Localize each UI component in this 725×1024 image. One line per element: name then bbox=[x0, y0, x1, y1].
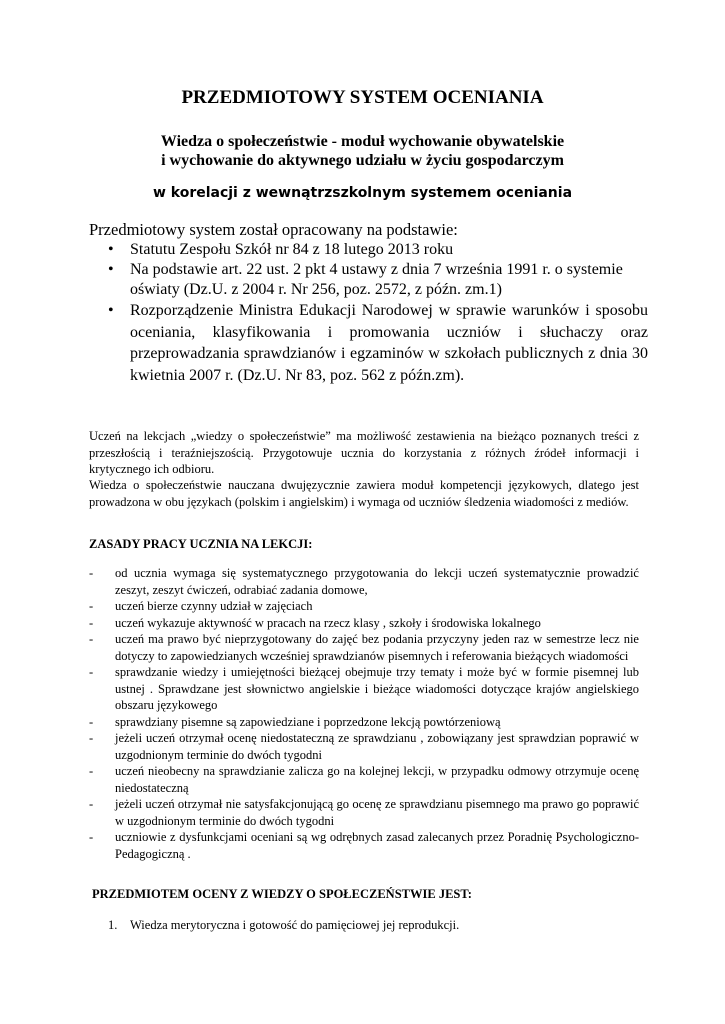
subtitle-line-2: i wychowanie do aktywnego udziału w życiu gospodarczym bbox=[161, 152, 564, 169]
assessment-heading: PRZEDMIOTEM OCENY Z WIEDZY O SPOŁECZEŃSTWIE JEST: bbox=[92, 887, 472, 901]
subtitle-line-1: Wiedza o społeczeństwie - moduł wychowanie obywatelskie bbox=[160, 133, 565, 150]
rule-item: - uczeń bierze czynny udział w zajęciach bbox=[89, 598, 639, 615]
rule-item: - uczeń nieobecny na sprawdzianie zalicza go na kolejnej lekcji, w przypadku odmowy otrzymuje ocenę niedostateczną bbox=[89, 763, 639, 796]
rule-item: - jeżeli uczeń otrzymał ocenę niedostateczną ze sprawdzianu , zobowiązany jest sprawdzian poprawić w uzgodnionym terminie do dwóch tygodni bbox=[89, 730, 639, 763]
rules-heading: ZASADY PRACY UCZNIA NA LEKCJI: bbox=[89, 537, 313, 551]
subtitle-line-3: w korelacji z wewnątrzszkolnym systemem oceniania bbox=[152, 185, 573, 201]
basis-item: • Statutu Zespołu Szkół nr 84 z 18 lutego 2013 roku bbox=[108, 240, 648, 260]
rule-item: - uczniowie z dysfunkcjami oceniani są wg odrębnych zasad zalecanych przez Poradnię Psychologiczno- Pedagogiczną . bbox=[89, 829, 639, 862]
rule-item: - od ucznia wymaga się systematycznego przygotowania do lekcji uczeń systematycznie prowadzić zeszyt, zeszyt ćwiczeń, odrabiać zadania domowe, bbox=[89, 565, 639, 598]
assessment-item-number: 1. bbox=[108, 918, 118, 932]
rule-item: - sprawdziany pisemne są zapowiedziane i poprzedzone lekcją powtórzeniową bbox=[89, 714, 639, 731]
rule-item: - sprawdzanie wiedzy i umiejętności bieżącej obejmuje trzy tematy i może być w formie pisemnej lub ustnej . Sprawdzane jest słownictwo angielskie i bieżące wiadomości dotyczące krajów angielskiego obszaru językowego bbox=[89, 664, 639, 714]
rule-item: - uczeń ma prawo być nieprzygotowany do zajęć bez podania przyczyny jeden raz w semestrze lecz nie dotyczy to zapowiedzianych wcześniej sprawdzianów pisemnych i referowania bieżących wiadomości bbox=[89, 631, 639, 664]
basis-list bbox=[108, 240, 648, 386]
rules-list bbox=[89, 565, 639, 862]
assessment-item-text: Wiedza merytoryczna i gotowość do pamięciowej jej reprodukcji. bbox=[130, 918, 460, 932]
intro-text: Przedmiotowy system został opracowany na podstawie: bbox=[89, 220, 458, 239]
rule-item: - uczeń wykazuje aktywność w pracach na rzecz klasy , szkoły i środowiska lokalnego bbox=[89, 615, 639, 632]
basis-item: • Na podstawie art. 22 ust. 2 pkt 4 ustawy z dnia 7 września 1991 r. o systemie oświaty (Dz.U. z 2004 r. Nr 256, poz. 2572, z późn. zm.1) bbox=[108, 260, 648, 300]
paragraph-2: Wiedza o społeczeństwie nauczana dwujęzycznie zawiera moduł kompetencji językowych, dlatego jest prowadzona w obu językach (polskim i angielskim) i wymaga od uczniów śledzenia wiadomości z mediów. bbox=[89, 478, 639, 509]
assessment-list bbox=[108, 918, 459, 933]
page-title: PRZEDMIOTOWY SYSTEM OCENIANIA bbox=[181, 87, 544, 108]
paragraph-1: Uczeń na lekcjach „wiedzy o społeczeństwie” ma możliwość zestawienia na bieżąco poznanych treści z przeszłością i teraźniejszością. Przygotowuje ucznia do korzystania z różnych źródeł informacji i krytycznego ich odbioru. bbox=[89, 429, 639, 476]
basis-item: • Rozporządzenie Ministra Edukacji Narodowej w sprawie warunków i sposobu oceniania, klasyfikowania i promowania uczniów i słuchaczy oraz przeprowadzania sprawdzianów i egzaminów w szkołach publicznych z dnia 30 kwietnia 2007 r. (Dz.U. Nr 83, poz. 562 z późn.zm). bbox=[108, 300, 648, 386]
assessment-item bbox=[108, 918, 459, 933]
rule-item: - jeżeli uczeń otrzymał nie satysfakcjonującą go ocenę ze sprawdzianu pisemnego ma prawo go poprawić w uzgodnionym terminie do dwóch tygodni bbox=[89, 796, 639, 829]
